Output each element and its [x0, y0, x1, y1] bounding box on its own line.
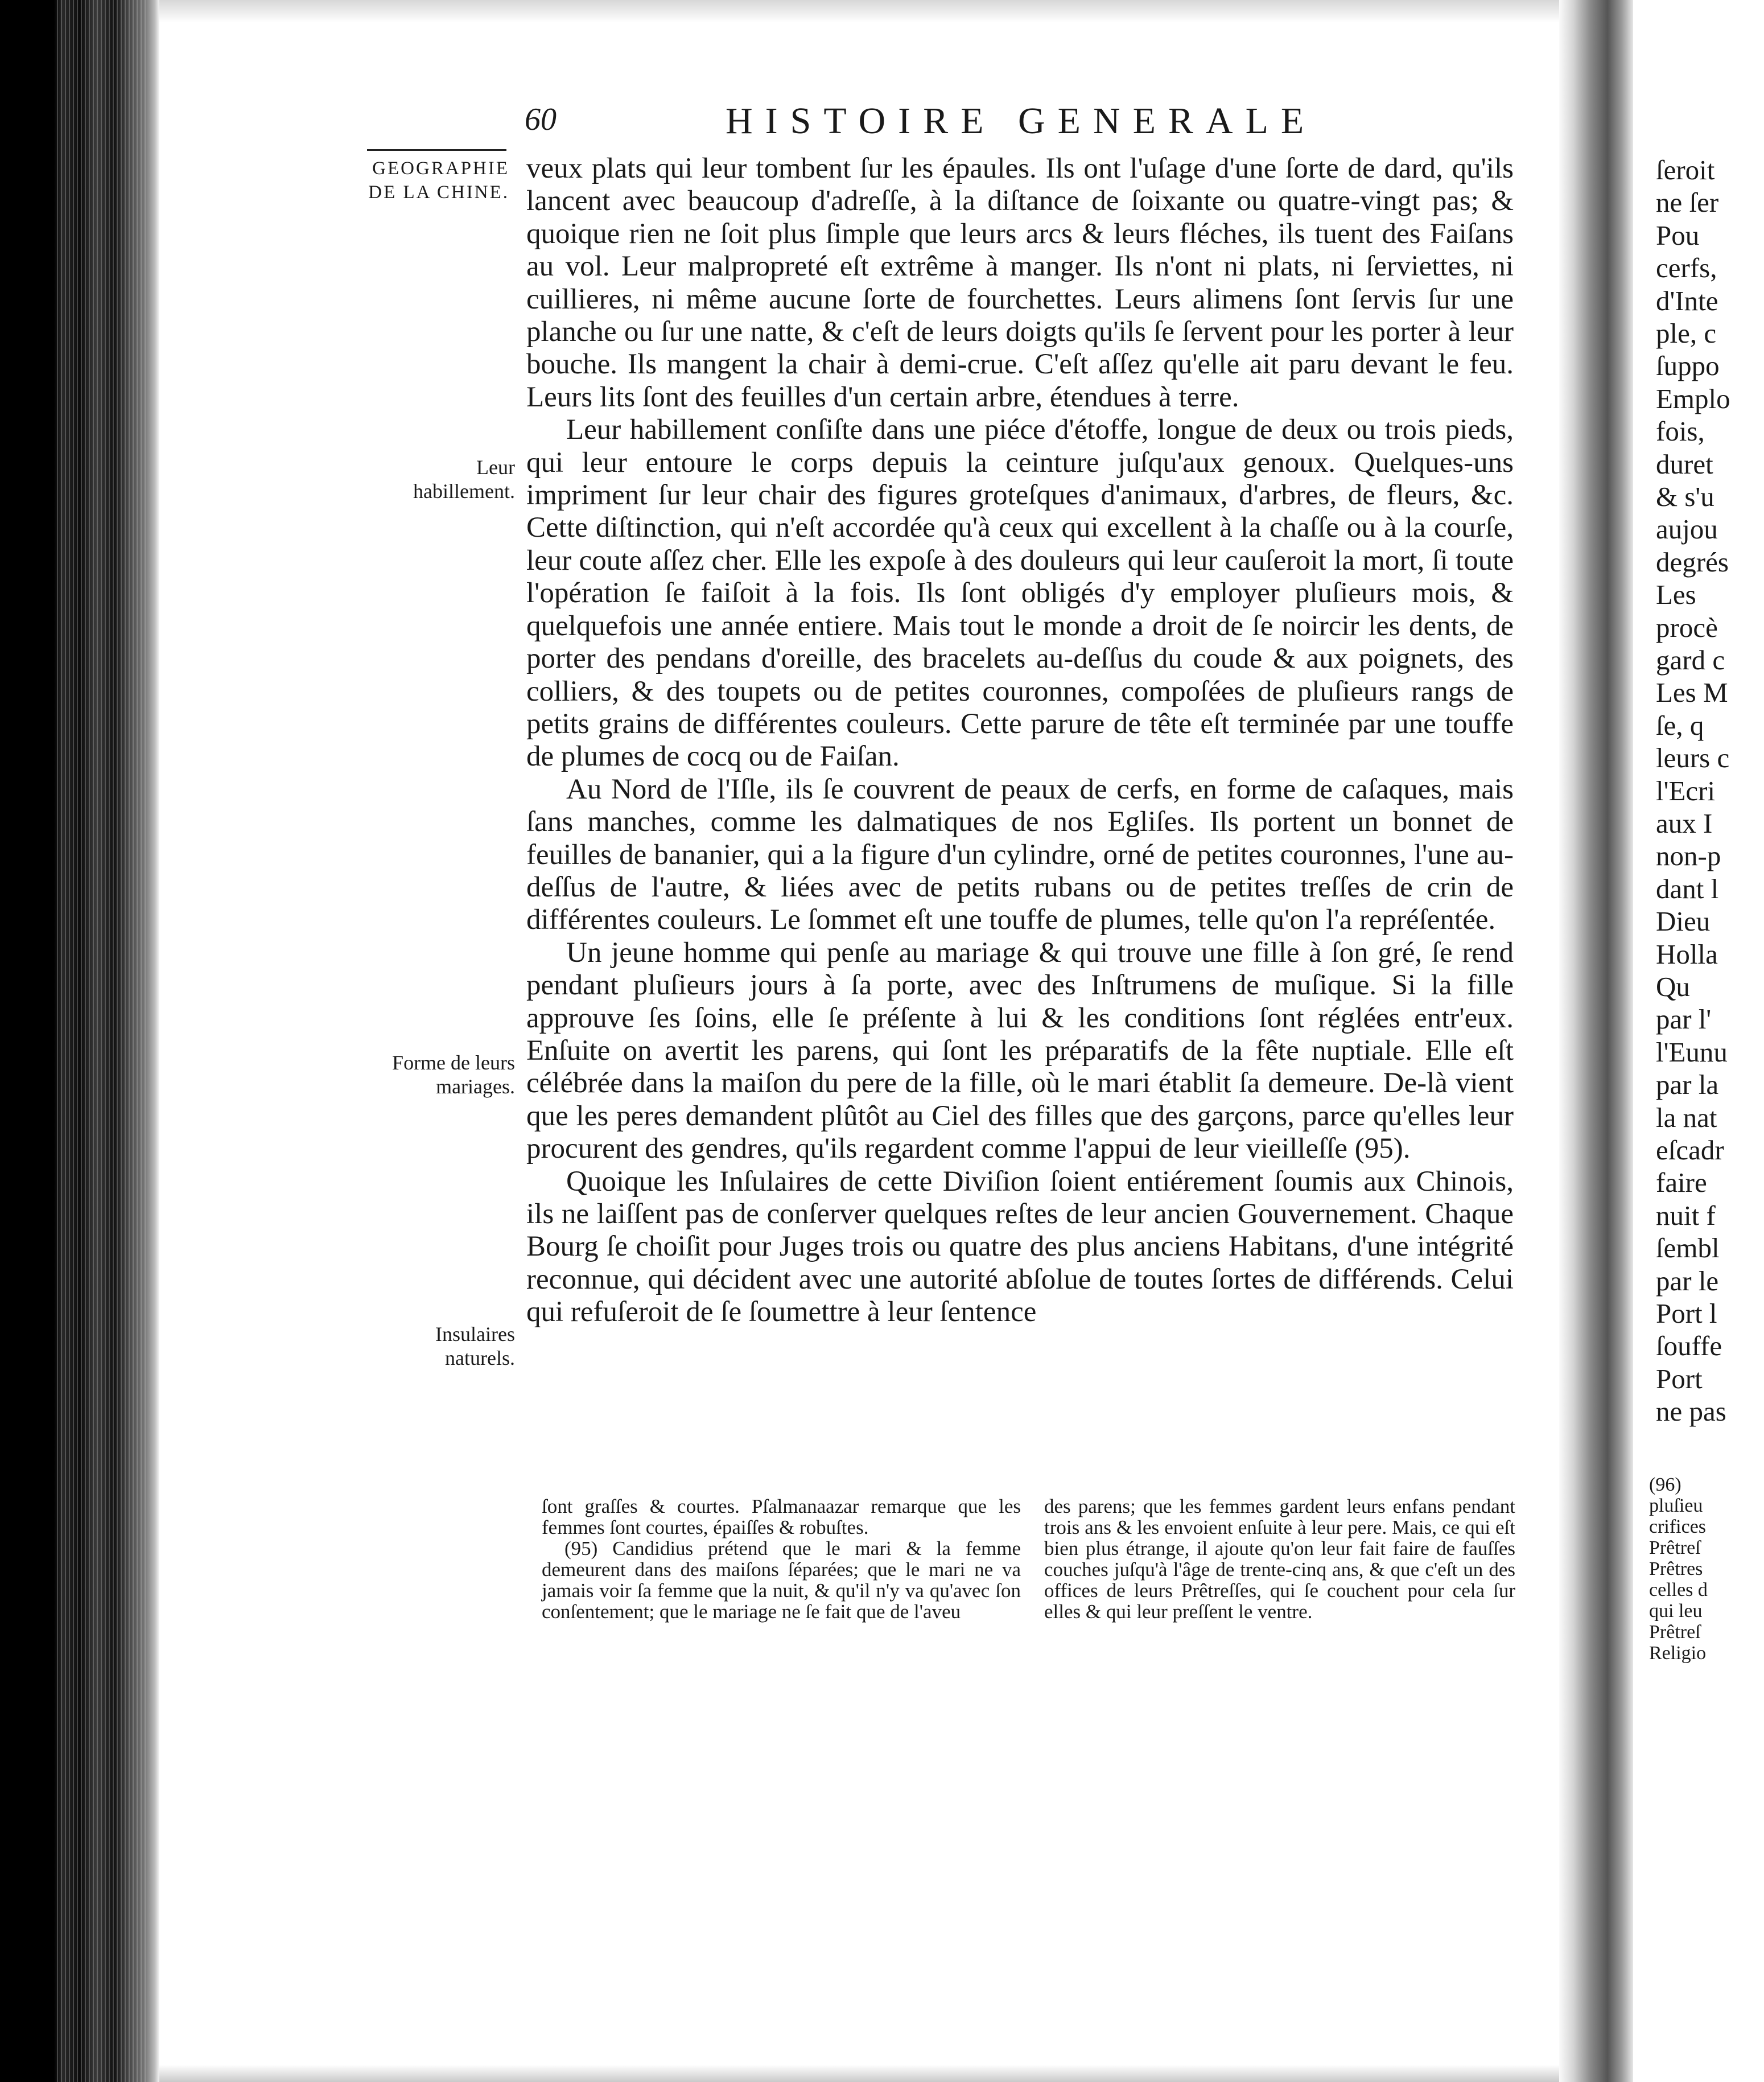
next-page-line: ſembl	[1656, 1232, 1720, 1264]
footnote-95: (95) Candidius prétend que le mari & la femme demeurent dans des maiſons ſéparées; que le mari ne va jamais voir ſa femme que la nuit, & qu'il n'y va qu'avec ſon conſentement; que le mariage ne ſe fait que de l'aveu	[542, 1537, 1021, 1623]
next-page-line: Holla	[1656, 938, 1718, 970]
next-page-line: aujou	[1656, 513, 1718, 545]
next-page-line: degrés	[1656, 546, 1729, 578]
next-page-line: la nat	[1656, 1101, 1717, 1133]
margin-note-marriage: Forme de leurs mariages.	[392, 1051, 515, 1098]
next-page-footnote-line: Prêtreſ	[1649, 1537, 1701, 1558]
next-page-footnote-line: celles d	[1649, 1579, 1708, 1600]
next-page-line: l'Eunu	[1656, 1036, 1728, 1068]
running-title: HISTOIRE GENERALE	[726, 100, 1317, 142]
next-page-line: ple, c	[1656, 318, 1717, 349]
next-page-line: d'Inte	[1656, 285, 1718, 316]
next-page-line: leurs c	[1656, 742, 1730, 774]
footnote-95-continued: des parens; que les femmes gardent leurs enfans pendant trois ans & les envoient enſuite à leur pere. Mais, ce qui eſt bien plus étrange, il ajoute qu'on leur fait faire de fauſſes couches juſqu'à l'âge de trente-cinq ans, & que c'eſt un des offices de leurs Prêtreſſes, qui ſe couchent pour cela ſur elles & qui leur preſſent le ventre.	[1044, 1495, 1515, 1623]
margin-rule	[367, 149, 506, 151]
next-page-footnote-line: crifices	[1649, 1516, 1707, 1537]
next-page-footnote-line: (96)	[1649, 1474, 1681, 1495]
next-page-line: Pou	[1656, 219, 1700, 251]
paragraph-islanders: Quoique les Inſulaires de cette Diviſion ſoient entiérement ſoumis aux Chinois, ils ne laiſſent pas de conſerver quelques reſtes de leur ancien Gouvernement. Chaque Bourg ſe choiſit pour Juges trois ou quatre des plus anciens Habitans, d'une intégrité reconnue, qui décident avec une autorité abſolue de toutes ſortes de différends. Celui qui refuſeroit de ſe ſoumettre à leur ſentence	[526, 1165, 1514, 1328]
footnotes-left-column	[542, 1496, 1021, 1622]
next-page-line: cerfs,	[1656, 252, 1717, 284]
paragraph-clothing: Leur habillement conſiſte dans une piéce d'étoffe, longue de deux ou trois pieds, qui leur entoure le corps depuis la ceinture juſqu'aux genoux. Quelques-uns impriment ſur leur chair des figures groteſques d'animaux, d'arbres, de fleurs, &c. Cette diſtinction, qui n'eſt accordée qu'à ceux qui excellent à la chaſſe ou à la courſe, leur coute aſſez cher. Elle les expoſe à des douleurs qui leur cauſeroit la mort, ſi toute l'opération ſe faiſoit à la fois. Ils ſont obligés d'y employer pluſieurs mois, & quelquefois une année entiere. Mais tout le monde a droit de ſe noircir les dents, de porter des pendans d'oreille, des bracelets au-deſſus du coude & aux poignets, des colliers, & des toupets ou de petites couronnes, compoſées de pluſieurs rangs de petits grains de différentes couleurs. Cette parure de tête eſt terminée par une touffe de plumes de cocq ou de Faiſan.	[526, 414, 1514, 773]
margin-note-clothing: Leur habillement.	[413, 456, 515, 503]
next-page-line: ſe, q	[1656, 709, 1704, 741]
next-page-line: nuit f	[1656, 1199, 1716, 1231]
next-page-line: & s'u	[1656, 481, 1714, 512]
margin-note-geography: GEOGRAPHIE DE LA CHINE.	[368, 158, 509, 203]
next-page-line: Qu	[1656, 971, 1690, 1002]
paragraph-continued: veux plats qui leur tombent ſur les épaules. Ils ont l'uſage d'une ſorte de dard, qu'ils lancent avec beaucoup d'adreſſe, à la diſtance de ſoixante ou quatre-vingt pas; & quoique rien ne ſoit plus ſimple que leurs arcs & leurs fléches, ils tuent des Faiſans au vol. Leur malpropreté eſt extrême à manger. Ils n'ont ni plats, ni ſerviettes, ni cuillieres, ni même aucune ſorte de fourchettes. Leurs alimens ſont ſervis ſur une planche ou ſur une natte, & c'eſt de leurs doigts qu'ils ſe ſervent pour les porter à leur bouche. Ils mangent la chair à demi-crue. C'eſt aſſez qu'elle ait paru devant le feu. Leurs lits ſont des feuilles d'un certain arbre, étendues à terre.	[526, 153, 1514, 413]
next-page-line: Port	[1656, 1363, 1703, 1394]
book-gutter	[1559, 0, 1633, 2082]
book-binding-edge	[0, 0, 159, 2082]
body-text	[526, 153, 1514, 1329]
page-number: 60	[525, 102, 557, 137]
next-page-footnote-line: Religio	[1649, 1643, 1707, 1664]
paragraph-north: Au Nord de l'Iſle, ils ſe couvrent de peaux de cerfs, en forme de caſaques, mais ſans manches, comme les dalmatiques de nos Egliſes. Ils portent un bonnet de feuilles de bananier, qui a la figure d'un cylindre, orné de petites couronnes, l'une au-deſſus de l'autre, & liées avec de petits rubans ou de petites treſſes de crin de différentes couleurs. Le ſommet eſt une touffe de plumes, telle qu'on l'a repréſentée.	[526, 773, 1514, 936]
next-page-line: gard c	[1656, 644, 1725, 676]
next-page-line: ſuppo	[1656, 350, 1720, 382]
next-page-line: Les	[1656, 579, 1696, 611]
next-page-line: non-p	[1656, 840, 1721, 872]
next-page-line: ne pas	[1656, 1396, 1726, 1427]
next-page-line: duret	[1656, 448, 1713, 480]
footnotes-right-column	[1044, 1496, 1515, 1622]
next-page-footnote-line: Prêtres	[1649, 1558, 1703, 1579]
next-page-footnote-line: qui leu	[1649, 1600, 1703, 1622]
next-page-line: par l'	[1656, 1003, 1712, 1035]
next-page-line: aux I	[1656, 808, 1713, 839]
next-page-fragment	[1633, 0, 1764, 2082]
page-shadow-bottom	[159, 2065, 1571, 2082]
next-page-line: l'Ecri	[1656, 775, 1716, 807]
next-page-line: Les M	[1656, 677, 1728, 709]
next-page-line: faire	[1656, 1167, 1707, 1199]
next-page-line: par le	[1656, 1265, 1719, 1297]
next-page-line: par la	[1656, 1069, 1719, 1101]
next-page-line: ſouffe	[1656, 1330, 1722, 1362]
next-page-footnote-line: Prêtreſ	[1649, 1622, 1701, 1643]
next-page-line: procè	[1656, 611, 1718, 643]
next-page-line: Emplo	[1656, 382, 1730, 414]
next-page-line: Port l	[1656, 1298, 1717, 1329]
paragraph-marriage: Un jeune homme qui penſe au mariage & qui trouve une fille à ſon gré, ſe rend pendant pluſieurs jours à ſa porte, avec des Inſtrumens de muſique. Si la fille approuve ſes ſoins, elle ſe préſente à lui & les conditions ſont réglées entr'eux. Enſuite on avertit les parens, qui ſont les préparatifs de la fête nuptiale. Elle eſt célébrée dans la maiſon du pere de la fille, où le mari établit ſa demeure. De-là vient que les peres demandent plûtôt au Ciel des filles que des garçons, parce qu'elles leur procurent des gendres, qu'ils regardent comme l'appui de leur vieilleſſe (95).	[526, 936, 1514, 1165]
next-page-line: ſeroit	[1656, 154, 1715, 186]
page-shadow-top	[159, 0, 1571, 23]
next-page-footnote-line: pluſieu	[1649, 1495, 1703, 1516]
next-page-line: fois,	[1656, 415, 1705, 447]
next-page-line: Dieu	[1656, 906, 1711, 937]
next-page-line: ne ſer	[1656, 187, 1719, 219]
margin-note-islanders: Insulaires naturels.	[435, 1323, 515, 1369]
next-page-line: dant l	[1656, 873, 1719, 904]
footnote-continued: ſont graſſes & courtes. Pſalmanaazar remarque que les femmes ſont courtes, épaiſſes & robuſtes.	[542, 1495, 1021, 1538]
next-page-line: eſcadr	[1656, 1134, 1724, 1166]
